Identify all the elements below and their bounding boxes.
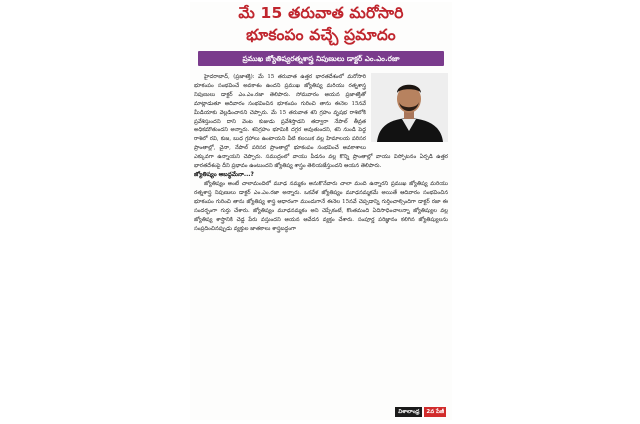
article-body [194, 73, 448, 403]
headline-line-1: మే 15 తరువాత మరోసారి [238, 4, 404, 22]
question-heading: జ్యోతిష్యం అబద్ధమేనా...? [194, 171, 254, 178]
headline-line-2: భూకంపం వచ్చే ప్రమాదం [246, 26, 396, 44]
source-logo: విశాలాంధ్ర [395, 407, 422, 417]
author-photo [371, 73, 448, 142]
person-portrait-icon [371, 73, 448, 142]
paragraph-1: హైదరాబాద్, (ప్రజాశక్తి): మే 15 తరువాత ఉత్తర భారతదేశంలో మరోసారి భూకంపం సంభవించే అవకాశం ఉందని ప్రముఖ జ్యోతిష్య మరియు రత్నశాస్త్ర నిపుణులు డాక్టర్ ఎం.ఎం.రజా తెలిపారు. సోమవారం ఆయన ప్రజాశక్తితో మాట్లాడుతూ ఆదివారం సంభవించిన భూకంపం గురించి తాను ఈనెల 15నవే మీడియాకు వెల్లడించానని చెప్పారు. మే 15 తరువాత శని గ్రహం వృషభ రాశిలోకి ప్రవేశిస్తుందని దాని వెంట కుజుడు ప్రవేశిస్తాడని తద్వారా నేపాల్ తీవ్రత అధికమౌతుందని అన్నారు. శనిగ్రహం భూమికి దగ్గర అవుతుందని, శని నుండి పెద్ద రాశిలో రవి, కుజ, బుధ గ్రహాలు ఉంటాయని వీటి కలయిక వల్ల హిమాలయ పరిసర ప్రాంతాల్లో, చైనా, నేపాల్ పరిసర ప్రాంతాల్లో భూకంపం సంభవించే అవకాశాలు ఎక్కువగా ఉన్నాయని చెప్పారు. సముద్రంలో వాయు పీడనం వల్ల కొన్ని ప్రాంతాల్లో వాయు విస్ఫోటనం ఏర్పడి ఉత్తర భారతదేశంపై దీని ప్రభావం ఉంటుందని జ్యోతిష్య శాస్త్రం తెలియజేస్తుందని ఆయన తెలిపారు. [194, 74, 448, 170]
subheading-banner: ప్రముఖ జ్యోతిష్యరత్నశాస్త్ర నిపుణులు డాక్టర్ ఎం.ఎం.రజా [198, 51, 444, 66]
headline [190, 2, 452, 46]
paragraph-2: జ్యోతిష్యం అంటే చాలామందిలో మూఢ నమ్మకం అనుకొనేవారు చాలా మంది ఉన్నారని ప్రముఖ జ్యోతిష్య మరియు రత్నశాస్త్ర నిపుణులు డాక్టర్ ఎం.ఎం.రజా అన్నారు. ఒకవేళ జ్యోతిష్యం మూఢనమ్మకమే అయితే ఆదివారం సంభవించిన భూకంపం గురించి తాను జ్యోతిష్య శాస్త్ర ఆధారంగా ముందుగానే ఈనెల 15నవే చెప్పడాన్ని గుర్తించాల్సిందిగా డాక్టర్ రజా ఈ సందర్భంగా గుర్తు చేశారు. జ్యోతిష్యం మూఢనమ్మకం అని చెప్పేకంటే, కొంతమంది ఏదిసాధించాలన్నా జ్యోతిష్యుల వల్ల జ్యోతిష్య శాస్త్రానికి చెడ్డ పేరు వస్తుందని ఆయన ఆవేదన వ్యక్తం చేశారు. సంపూర్ణ పరిజ్ఞానం కలిగిన జ్యోతిష్యులను సంప్రదించినప్పుడు వ్యక్తుల జాతకాలు శాస్త్రబద్ధంగా [194, 180, 448, 232]
source-page: 2వ పేజీ [426, 409, 444, 415]
source-tag [395, 407, 446, 417]
newspaper-clipping [190, 2, 452, 420]
